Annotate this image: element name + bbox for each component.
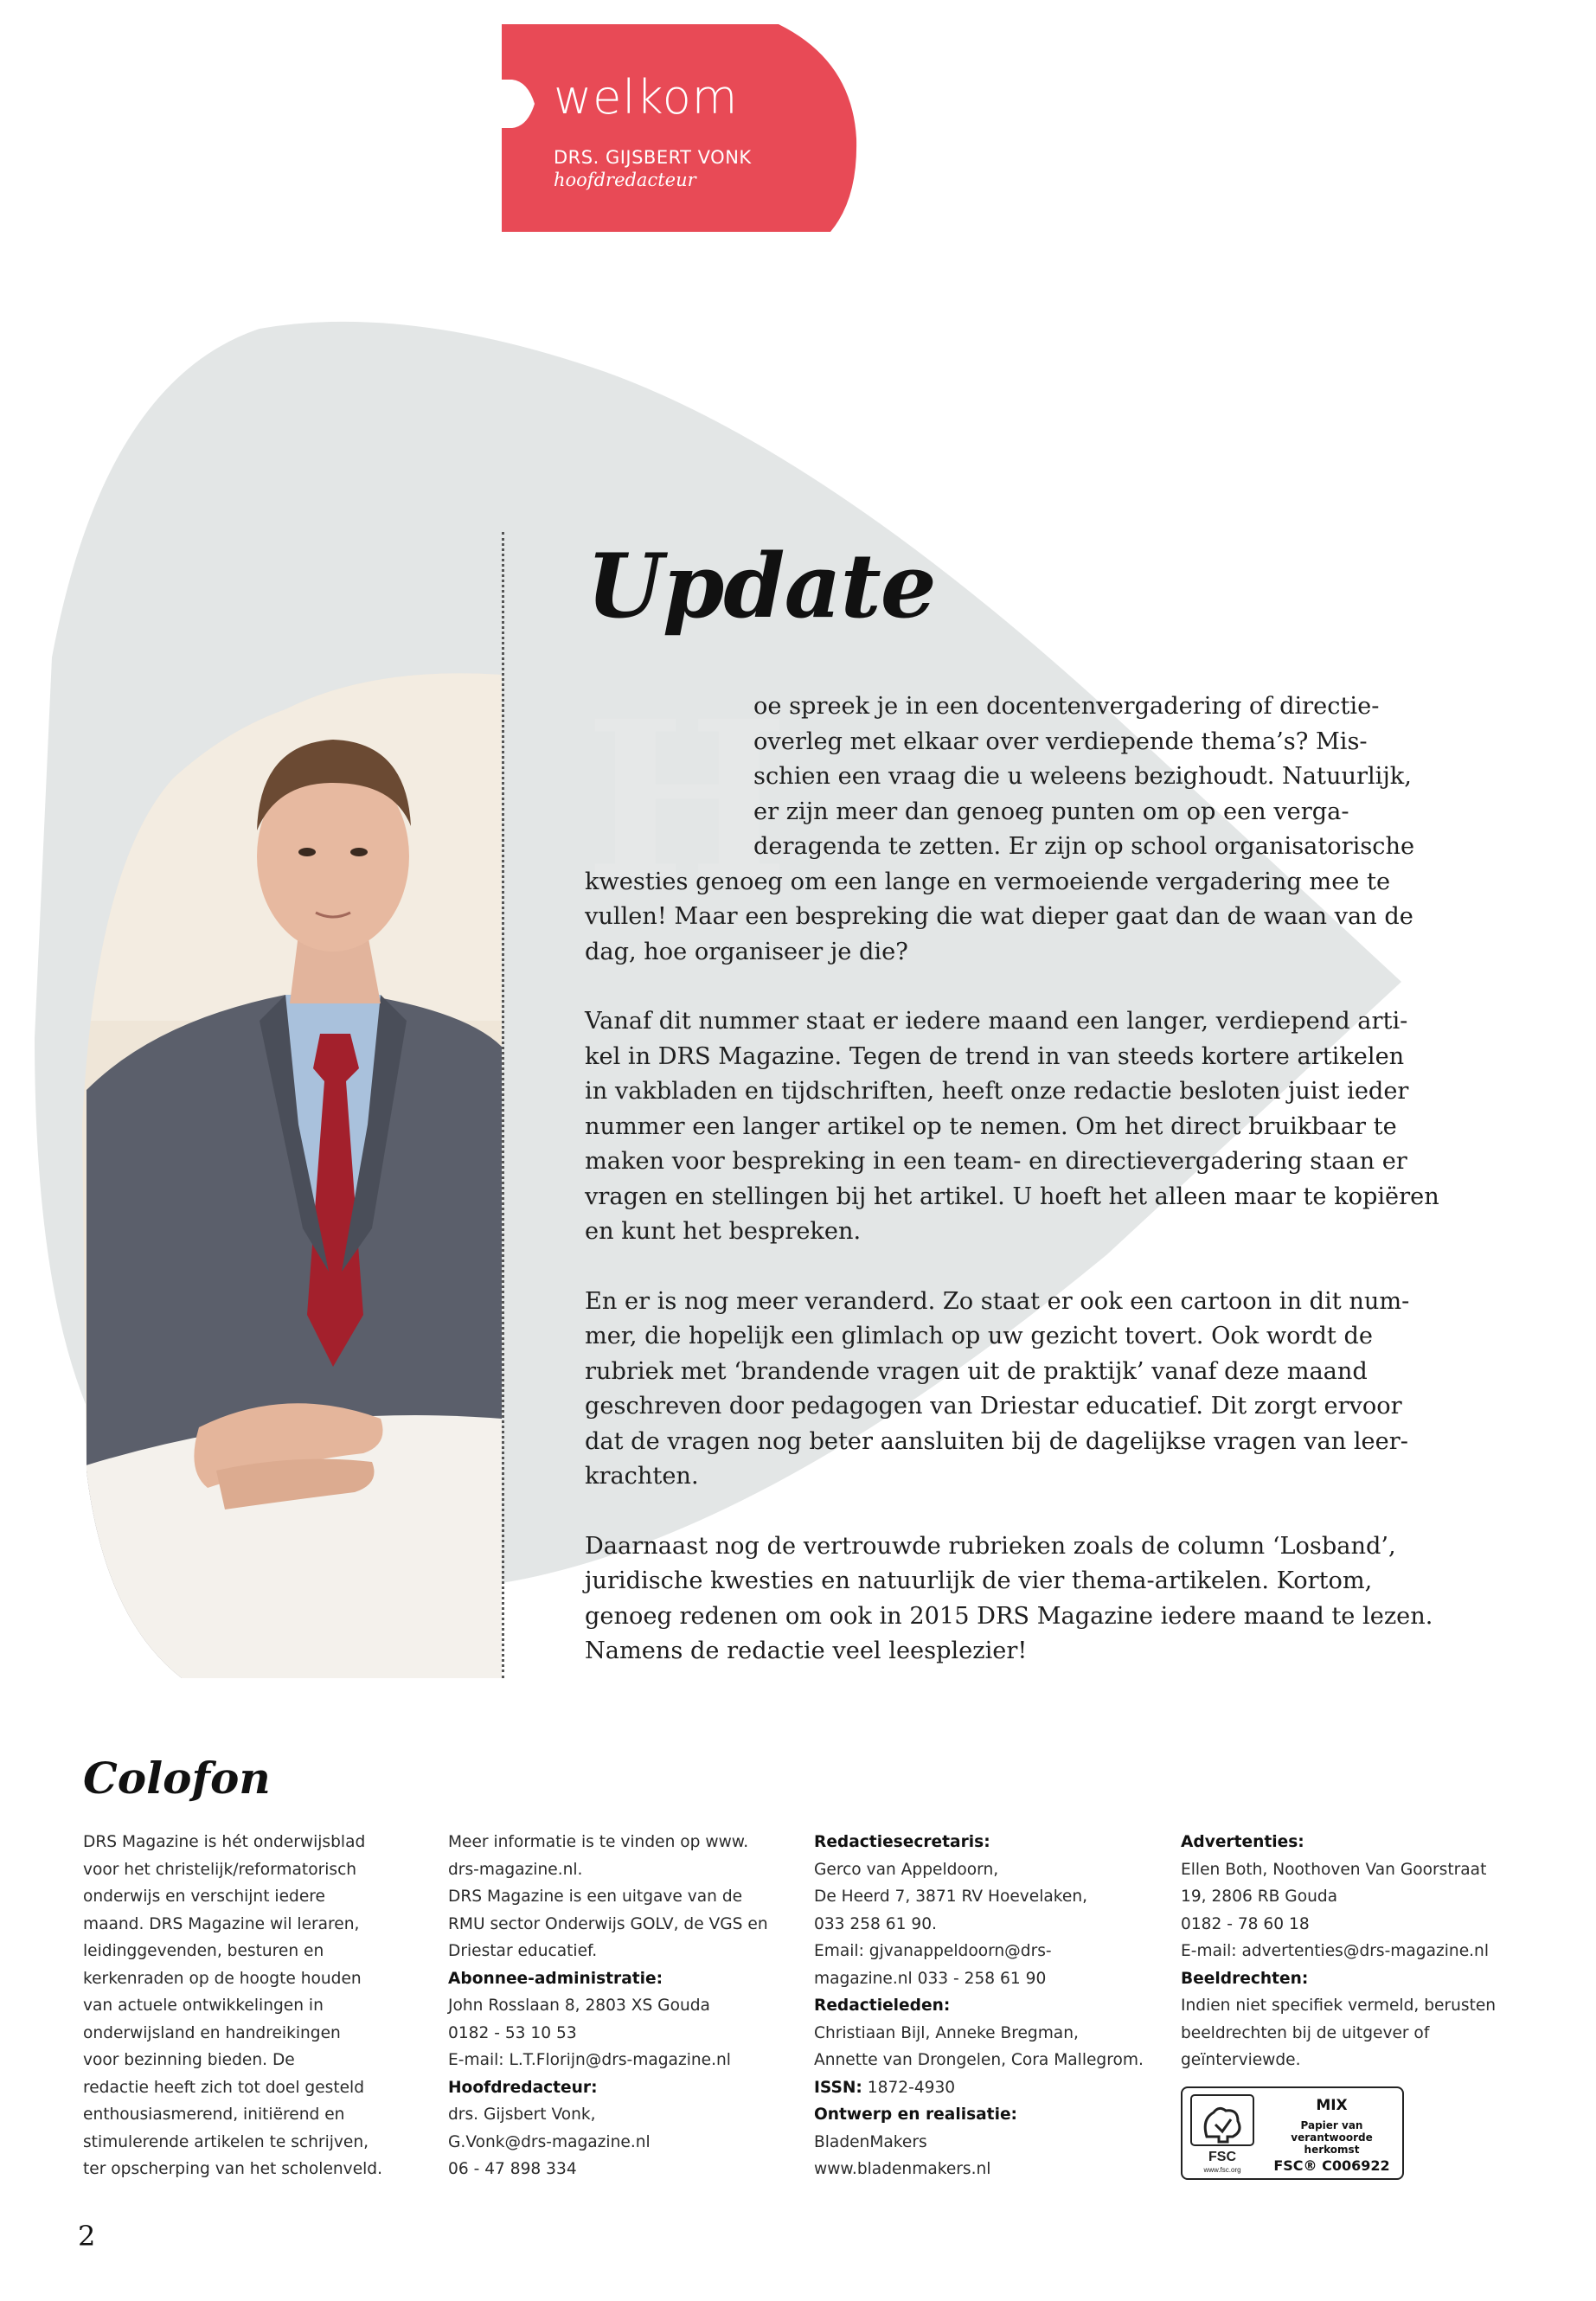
- colofon-heading: Beeldrechten:: [1181, 1969, 1309, 1988]
- colofon-line: 06 - 47 898 334: [448, 2160, 577, 2178]
- colofon-line: 0182 - 53 10 53: [448, 2023, 577, 2042]
- fsc-subtitle-line-1: Papier van: [1300, 2119, 1363, 2131]
- colofon-line: Christiaan Bijl, Anneke Bregman,: [814, 2023, 1079, 2042]
- article-line: en kunt het bespreken.: [585, 1218, 862, 1245]
- author-role: hoofdredacteur: [554, 170, 696, 190]
- colofon-line: Indien niet specifiek vermeld, berusten: [1181, 1997, 1497, 2015]
- welcome-tab-text: [554, 70, 752, 190]
- article-line: oe spreek je in een docentenvergadering of directie-: [753, 693, 1380, 720]
- article-line: vragen en stellingen bij het artikel. U hoeft het alleen maar te kopiëren: [585, 1183, 1439, 1210]
- dropcap-letter: H: [585, 673, 790, 927]
- colofon-line: Ellen Both, Noothoven Van Goorstraat: [1181, 1860, 1487, 1879]
- article-line: dat de vragen nog beter aansluiten bij de dagelijkse vragen van leer-: [585, 1427, 1408, 1455]
- colofon-title: Colofon: [83, 1753, 271, 1804]
- colofon-line: www.bladenmakers.nl: [814, 2160, 991, 2178]
- colofon-line: ter opscherping van het scholenveld.: [83, 2160, 383, 2178]
- colofon-line: beeldrechten bij de uitgever of: [1181, 2023, 1430, 2042]
- colofon-line: voor bezinning bieden. De: [83, 2051, 295, 2069]
- colofon-line: geïnterviewde.: [1181, 2051, 1301, 2069]
- colofon-line: enthousiasmerend, initiërend en: [83, 2106, 345, 2124]
- colofon-line: E-mail: L.T.Florijn@drs-magazine.nl: [448, 2051, 731, 2069]
- colofon-line: 0182 - 78 60 18: [1181, 1914, 1310, 1933]
- page-number: 2: [78, 2220, 96, 2253]
- article-line: geschreven door pedagogen van Driestar educatief. Dit zorgt ervoor: [585, 1393, 1402, 1420]
- article-line: kel in DRS Magazine. Tegen de trend in van steeds kortere artikelen: [585, 1042, 1405, 1070]
- colofon-heading: Advertenties:: [1181, 1833, 1304, 1851]
- article-body: [585, 673, 1439, 1670]
- colofon-line: maand. DRS Magazine wil leraren,: [83, 1914, 360, 1933]
- colofon-line: ISSN: 1872-4930: [814, 2078, 956, 2097]
- colofon-line: 19, 2806 RB Gouda: [1181, 1888, 1338, 1906]
- colofon-heading: Abonnee-administratie:: [448, 1969, 663, 1988]
- article-line: kwesties genoeg om een lange en vermoeiende vergadering mee te: [585, 868, 1391, 895]
- article-line: mer, die hopelijk een glimlach op uw gezicht tovert. Ook wordt de: [585, 1323, 1373, 1349]
- colofon-line: DRS Magazine is een uitgave van de: [448, 1888, 743, 1906]
- fsc-tree-logo-icon: [1189, 2093, 1255, 2175]
- colofon-line: onderwijs en verschijnt iedere: [83, 1888, 325, 1906]
- article-line: schien een vraag die u weleens bezighoudt. Natuurlijk,: [753, 763, 1412, 790]
- colofon-line: Email: gjvanappeldoorn@drs-: [814, 1942, 1052, 1960]
- colofon-column-2: [448, 1829, 794, 2183]
- article-line: dag, hoe organiseer je die?: [585, 938, 908, 965]
- colofon-line: drs-magazine.nl.: [448, 1860, 583, 1879]
- colofon-line: 033 258 61 90.: [814, 1914, 937, 1933]
- colofon-line: van actuele ontwikkelingen in: [83, 1997, 324, 2015]
- colofon-line: redactie heeft zich tot doel gesteld: [83, 2078, 365, 2097]
- fsc-logo-text: FSC: [1208, 2150, 1236, 2164]
- colofon-line: DRS Magazine is hét onderwijsblad: [83, 1833, 366, 1851]
- article-line: genoeg redenen om ook in 2015 DRS Magazine iedere maand te lezen.: [585, 1602, 1433, 1630]
- fsc-logo-url: www.fsc.org: [1203, 2166, 1241, 2174]
- fsc-subtitle: [1265, 2119, 1399, 2156]
- welcome-title: welkom: [554, 70, 739, 125]
- article-line: rubriek met ‘brandende vragen uit de praktijk’ vanaf deze maand: [585, 1357, 1368, 1385]
- colofon-heading: Hoofdredacteur:: [448, 2078, 598, 2097]
- colofon-line: drs. Gijsbert Vonk,: [448, 2106, 596, 2124]
- colofon-line: Meer informatie is te vinden op www.: [448, 1833, 749, 1851]
- article-line: Vanaf dit nummer staat er iedere maand een langer, verdiepend arti-: [585, 1008, 1408, 1035]
- article-line: overleg met elkaar over verdiepende thema’s? Mis-: [753, 727, 1368, 755]
- colofon-line: De Heerd 7, 3871 RV Hoevelaken,: [814, 1888, 1088, 1906]
- colofon-column-3: [814, 1829, 1160, 2183]
- fsc-subtitle-line-2: verantwoorde herkomst: [1291, 2131, 1373, 2156]
- paragraph-gap: [585, 1250, 1363, 1285]
- colofon-heading: Redactiesecretaris:: [814, 1833, 990, 1851]
- article-line: maken voor bespreking in een team- en directievergadering staan er: [585, 1148, 1407, 1175]
- colofon-line: stimulerende artikelen te schrijven,: [83, 2132, 369, 2151]
- colofon-line: Driestar educatief.: [448, 1942, 598, 1960]
- article-line: deragenda te zetten. Er zijn op school organisatorische: [753, 833, 1415, 860]
- article-title: Update: [586, 535, 936, 638]
- article-line: krachten.: [585, 1463, 699, 1490]
- vertical-dotted-divider: [502, 532, 504, 1678]
- fsc-mix-label: MIX: [1316, 2097, 1348, 2114]
- article-line: in vakbladen en tijdschriften, heeft onze redactie besloten juist ieder: [585, 1078, 1409, 1105]
- article-line: nummer een langer artikel op te nemen. Om het direct bruikbaar te: [585, 1112, 1397, 1140]
- article-line: juridische kwesties en natuurlijk de vier thema-artikelen. Kortom,: [585, 1567, 1373, 1594]
- colofon-line: Gerco van Appeldoorn,: [814, 1860, 999, 1879]
- article-line: En er is nog meer veranderd. Zo staat er ook een cartoon in dit num-: [585, 1287, 1410, 1315]
- colofon-line: voor het christelijk/reformatorisch: [83, 1860, 357, 1879]
- colofon-line: kerkenraden op de hoogte houden: [83, 1969, 362, 1988]
- article-line: Daarnaast nog de vertrouwde rubrieken zoals de column ‘Losband’,: [585, 1532, 1396, 1560]
- colofon-line: RMU sector Onderwijs GOLV, de VGS en: [448, 1914, 768, 1933]
- colofon-line: magazine.nl 033 - 258 61 90: [814, 1969, 1047, 1988]
- paragraph-gap: [585, 1495, 1363, 1529]
- colofon-line: E-mail: advertenties@drs-magazine.nl: [1181, 1942, 1490, 1960]
- colofon-heading: Ontwerp en realisatie:: [814, 2106, 1017, 2124]
- author-name: DRS. GIJSBERT VONK: [554, 147, 752, 168]
- colofon-line: BladenMakers: [814, 2132, 927, 2151]
- colofon-line: Annette van Drongelen, Cora Mallegrom.: [814, 2051, 1144, 2069]
- colofon-heading: Redactieleden:: [814, 1997, 951, 2015]
- colofon-column-4: [1181, 1829, 1527, 2074]
- article-line: er zijn meer dan genoeg punten om op een verga-: [753, 798, 1349, 825]
- colofon-line: G.Vonk@drs-magazine.nl: [448, 2132, 651, 2151]
- colofon-line: leidinggevenden, besturen en: [83, 1942, 324, 1960]
- colofon-line: John Rosslaan 8, 2803 XS Gouda: [448, 1997, 710, 2015]
- article-line: Namens de redactie veel leesplezier!: [585, 1638, 1028, 1664]
- fsc-code: FSC® C006922: [1273, 2157, 1390, 2174]
- fsc-certification-label: [1181, 2086, 1404, 2180]
- colofon-line: onderwijsland en handreikingen: [83, 2023, 341, 2042]
- paragraph-gap: [585, 970, 1363, 1004]
- article-line: vullen! Maar een bespreking die wat dieper gaat dan de waan van de: [585, 903, 1413, 930]
- colofon-column-1: [83, 1829, 429, 2183]
